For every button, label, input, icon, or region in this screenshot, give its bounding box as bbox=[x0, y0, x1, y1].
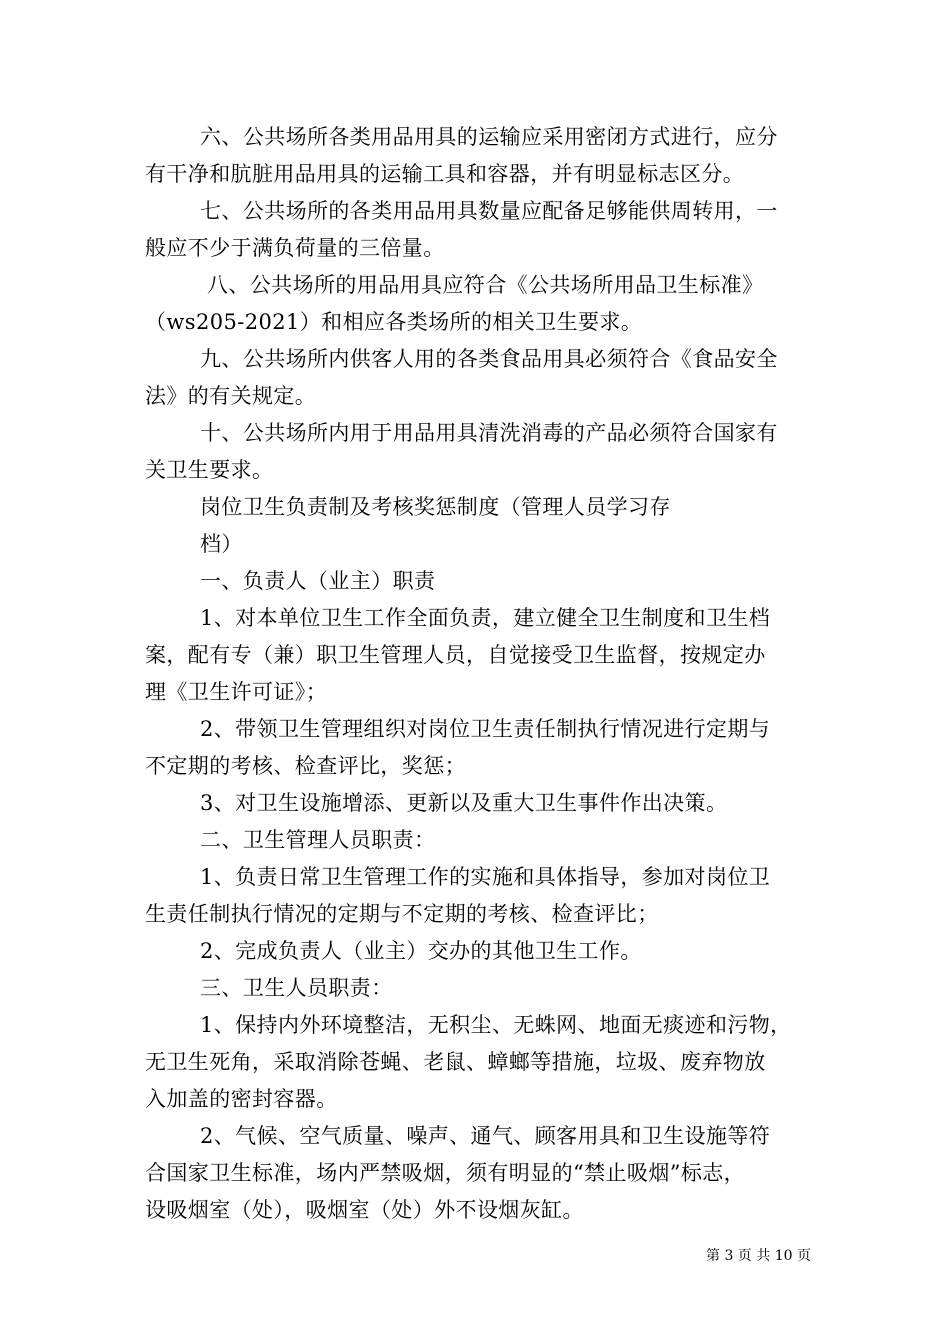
text-line: （ws205-2021）和相应各类场所的相关卫生要求。 bbox=[145, 310, 643, 334]
text-line: 入加盖的密封容器。 bbox=[145, 1087, 338, 1111]
text-line: 1、对本单位卫生工作全面负责，建立健全卫生制度和卫生档 bbox=[200, 606, 771, 630]
text-line: 九、公共场所内供客人用的各类食品用具必须符合《食品安全 bbox=[200, 347, 778, 371]
text-line: 2、带领卫生管理组织对岗位卫生责任制执行情况进行定期与 bbox=[200, 717, 771, 741]
text-line: 1、负责日常卫生管理工作的实施和具体指导，参加对岗位卫 bbox=[200, 865, 771, 889]
text-line: 2、气候、空气质量、噪声、通气、顾客用具和卫生设施等符 bbox=[200, 1124, 771, 1148]
page-number: 第 3 页 共 10 页 bbox=[706, 1248, 811, 1264]
text-line: 理《卫生许可证》； bbox=[145, 680, 328, 704]
text-line: 不定期的考核、检查评比，奖惩； bbox=[145, 754, 466, 778]
text-line: 1、保持内外环境整洁，无积尘、无蛛网、地面无痰迹和污物， bbox=[200, 1013, 792, 1037]
text-line: 八、公共场所的用品用具应符合《公共场所用品卫生标准》 bbox=[207, 273, 764, 297]
text-line: 合国家卫生标准，场内严禁吸烟，须有明显的“禁止吸烟”标志， bbox=[145, 1161, 746, 1185]
text-line: 无卫生死角，采取消除苍蝇、老鼠、蟑螂等措施，垃圾、废弃物放 bbox=[145, 1050, 766, 1074]
text-line: 3、对卫生设施增添、更新以及重大卫生事件作出决策。 bbox=[200, 791, 728, 815]
subheading: 一、负责人（业主）职责 bbox=[200, 569, 436, 593]
section-heading: 岗位卫生负责制及考核奖惩制度（管理人员学习存 bbox=[200, 495, 671, 519]
text-line: 法》的有关规定。 bbox=[145, 384, 317, 408]
text-line: 生责任制执行情况的定期与不定期的考核、检查评比； bbox=[145, 902, 659, 926]
text-line: 六、公共场所各类用品用具的运输应采用密闭方式进行，应分 bbox=[200, 125, 778, 149]
text-line: 设吸烟室（处），吸烟室（处）外不设烟灰缸。 bbox=[145, 1198, 584, 1222]
text-line: 般应不少于满负荷量的三倍量。 bbox=[145, 236, 445, 260]
text-line: 2、完成负责人（业主）交办的其他卫生工作。 bbox=[200, 939, 642, 963]
text-line: 案，配有专（兼）职卫生管理人员，自觉接受卫生监督，按规定办 bbox=[145, 643, 766, 667]
text-line: 关卫生要求。 bbox=[145, 458, 274, 482]
text-line: 七、公共场所的各类用品用具数量应配备足够能供周转用，一 bbox=[200, 199, 778, 223]
section-heading: 档） bbox=[200, 532, 243, 556]
text-line: 有干净和肮脏用品用具的运输工具和容器，并有明显标志区分。 bbox=[145, 162, 745, 186]
subheading: 三、卫生人员职责： bbox=[200, 976, 393, 1000]
subheading: 二、卫生管理人员职责： bbox=[200, 828, 436, 852]
text-line: 十、公共场所内用于用品用具清洗消毒的产品必须符合国家有 bbox=[200, 421, 778, 445]
